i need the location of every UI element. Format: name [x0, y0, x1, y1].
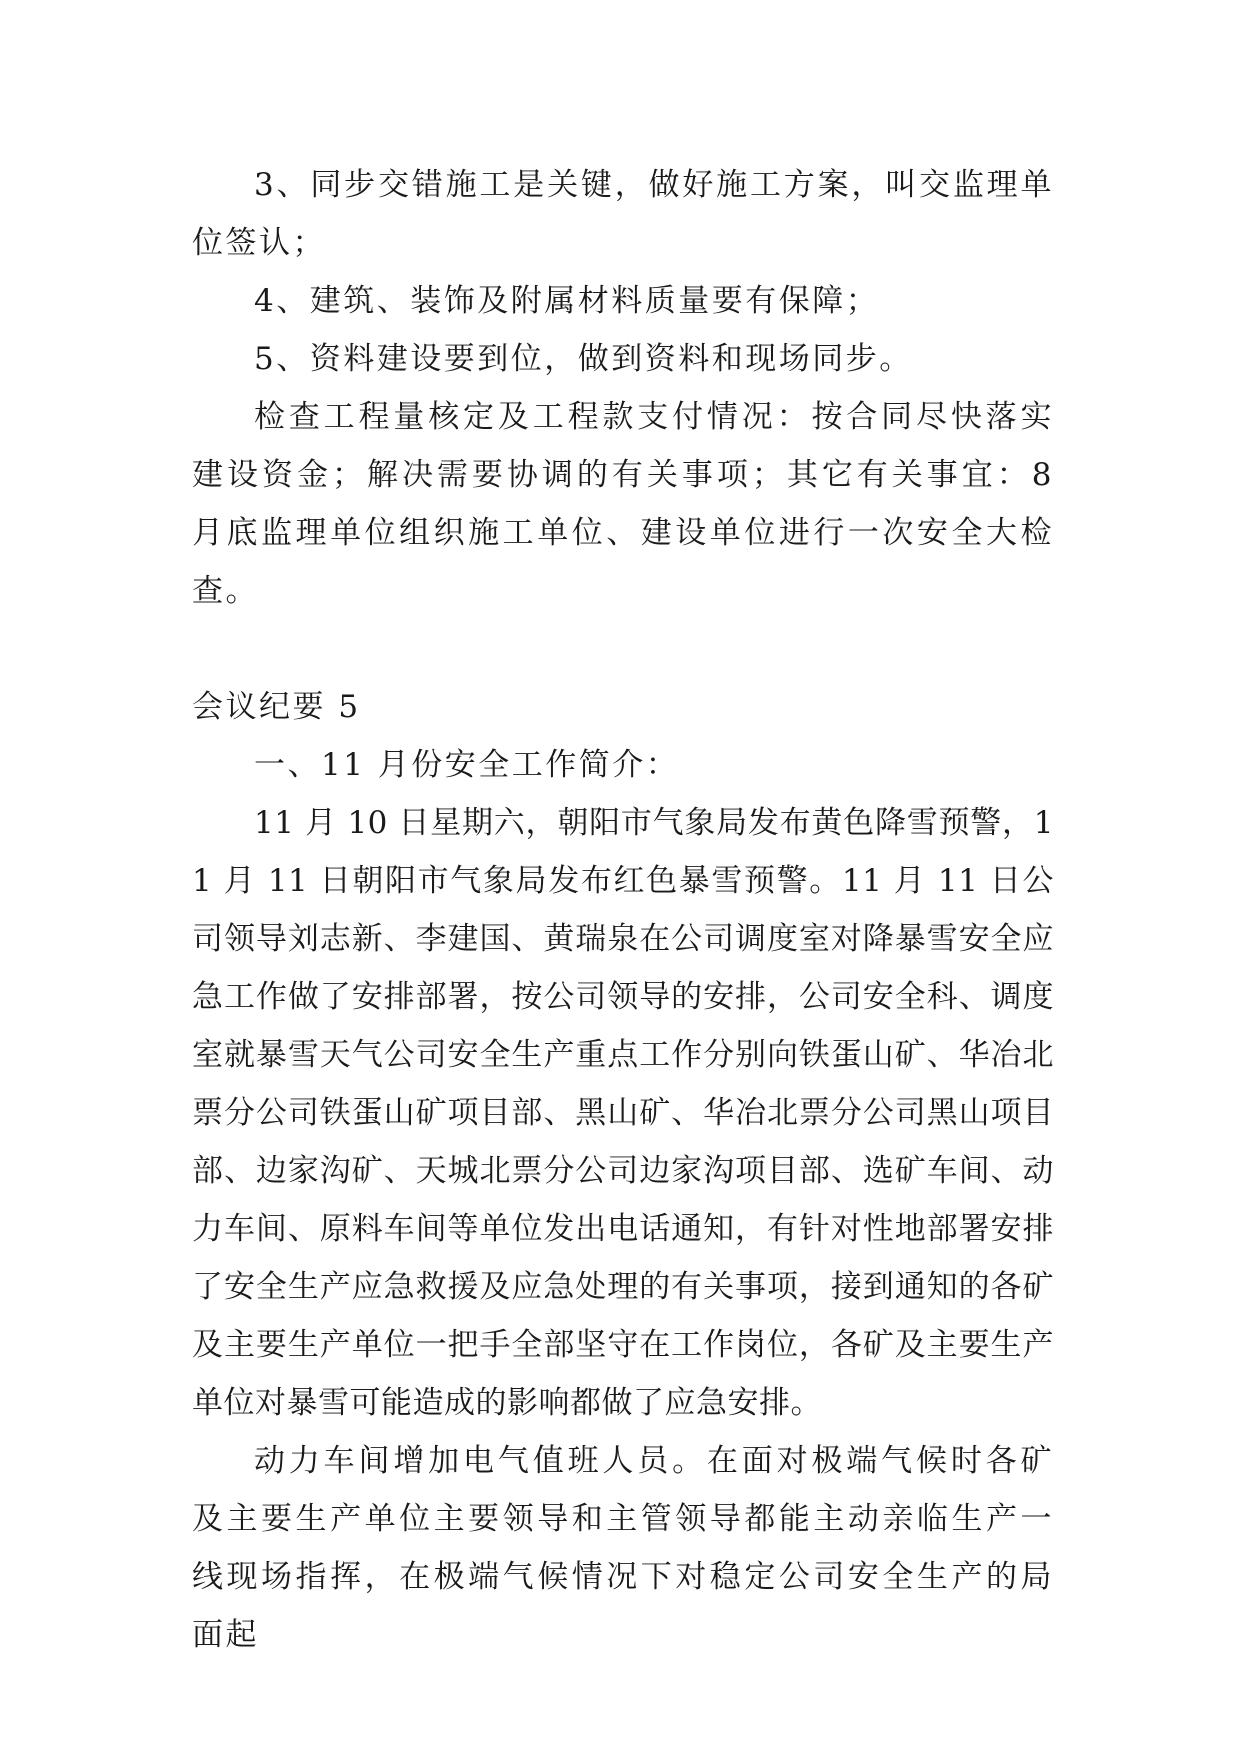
- document-body: [192, 156, 1054, 1664]
- paragraph-power-workshop: 动力车间增加电气值班人员。在面对极端气候时各矿及主要生产单位主要领导和主管领导都能主动亲临生产一线现场指挥，在极端气候情况下对稳定公司安全生产的局面起: [192, 1443, 1054, 1653]
- section-heading: 会议纪要 5: [192, 689, 361, 725]
- paragraph-inspection: 检查工程量核定及工程款支付情况：按合同尽快落实建设资金；解决需要协调的有关事项；其它有关事宜：8 月底监理单位组织施工单位、建设单位进行一次安全大检查。: [192, 399, 1054, 609]
- paragraph-item-5: 5、资料建设要到位，做到资料和现场同步。: [254, 341, 913, 377]
- paragraph-item-4: 4、建筑、装饰及附属材料质量要有保障；: [254, 283, 880, 319]
- paragraph-item-3: 3、同步交错施工是关键，做好施工方案，叫交监理单位签认；: [192, 167, 1054, 261]
- paragraph-safety-intro: 一、11 月份安全工作简介：: [254, 747, 680, 783]
- paragraph-snow-warning: 11 月 10 日星期六，朝阳市气象局发布黄色降雪预警，11 月 11 日朝阳市气象局发布红色暴雪预警。11 月 11 日公司领导刘志新、李建国、黄瑞泉在公司调度室对降暴雪安全应急工作做了安排部署，按公司领导的安排，公司安全科、调度室就暴雪天气公司安全生产重点工作分别向铁蛋山矿、华冶北票分公司铁蛋山矿项目部、黑山矿、华冶北票分公司黑山项目部、边家沟矿、天城北票分公司边家沟项目部、选矿车间、动力车间、原料车间等单位发出电话通知，有针对性地部署安排了安全生产应急救援及应急处理的有关事项，接到通知的各矿及主要生产单位一把手全部坚守在工作岗位，各矿及主要生产单位对暴雪可能造成的影响都做了应急安排。: [192, 805, 1054, 1421]
